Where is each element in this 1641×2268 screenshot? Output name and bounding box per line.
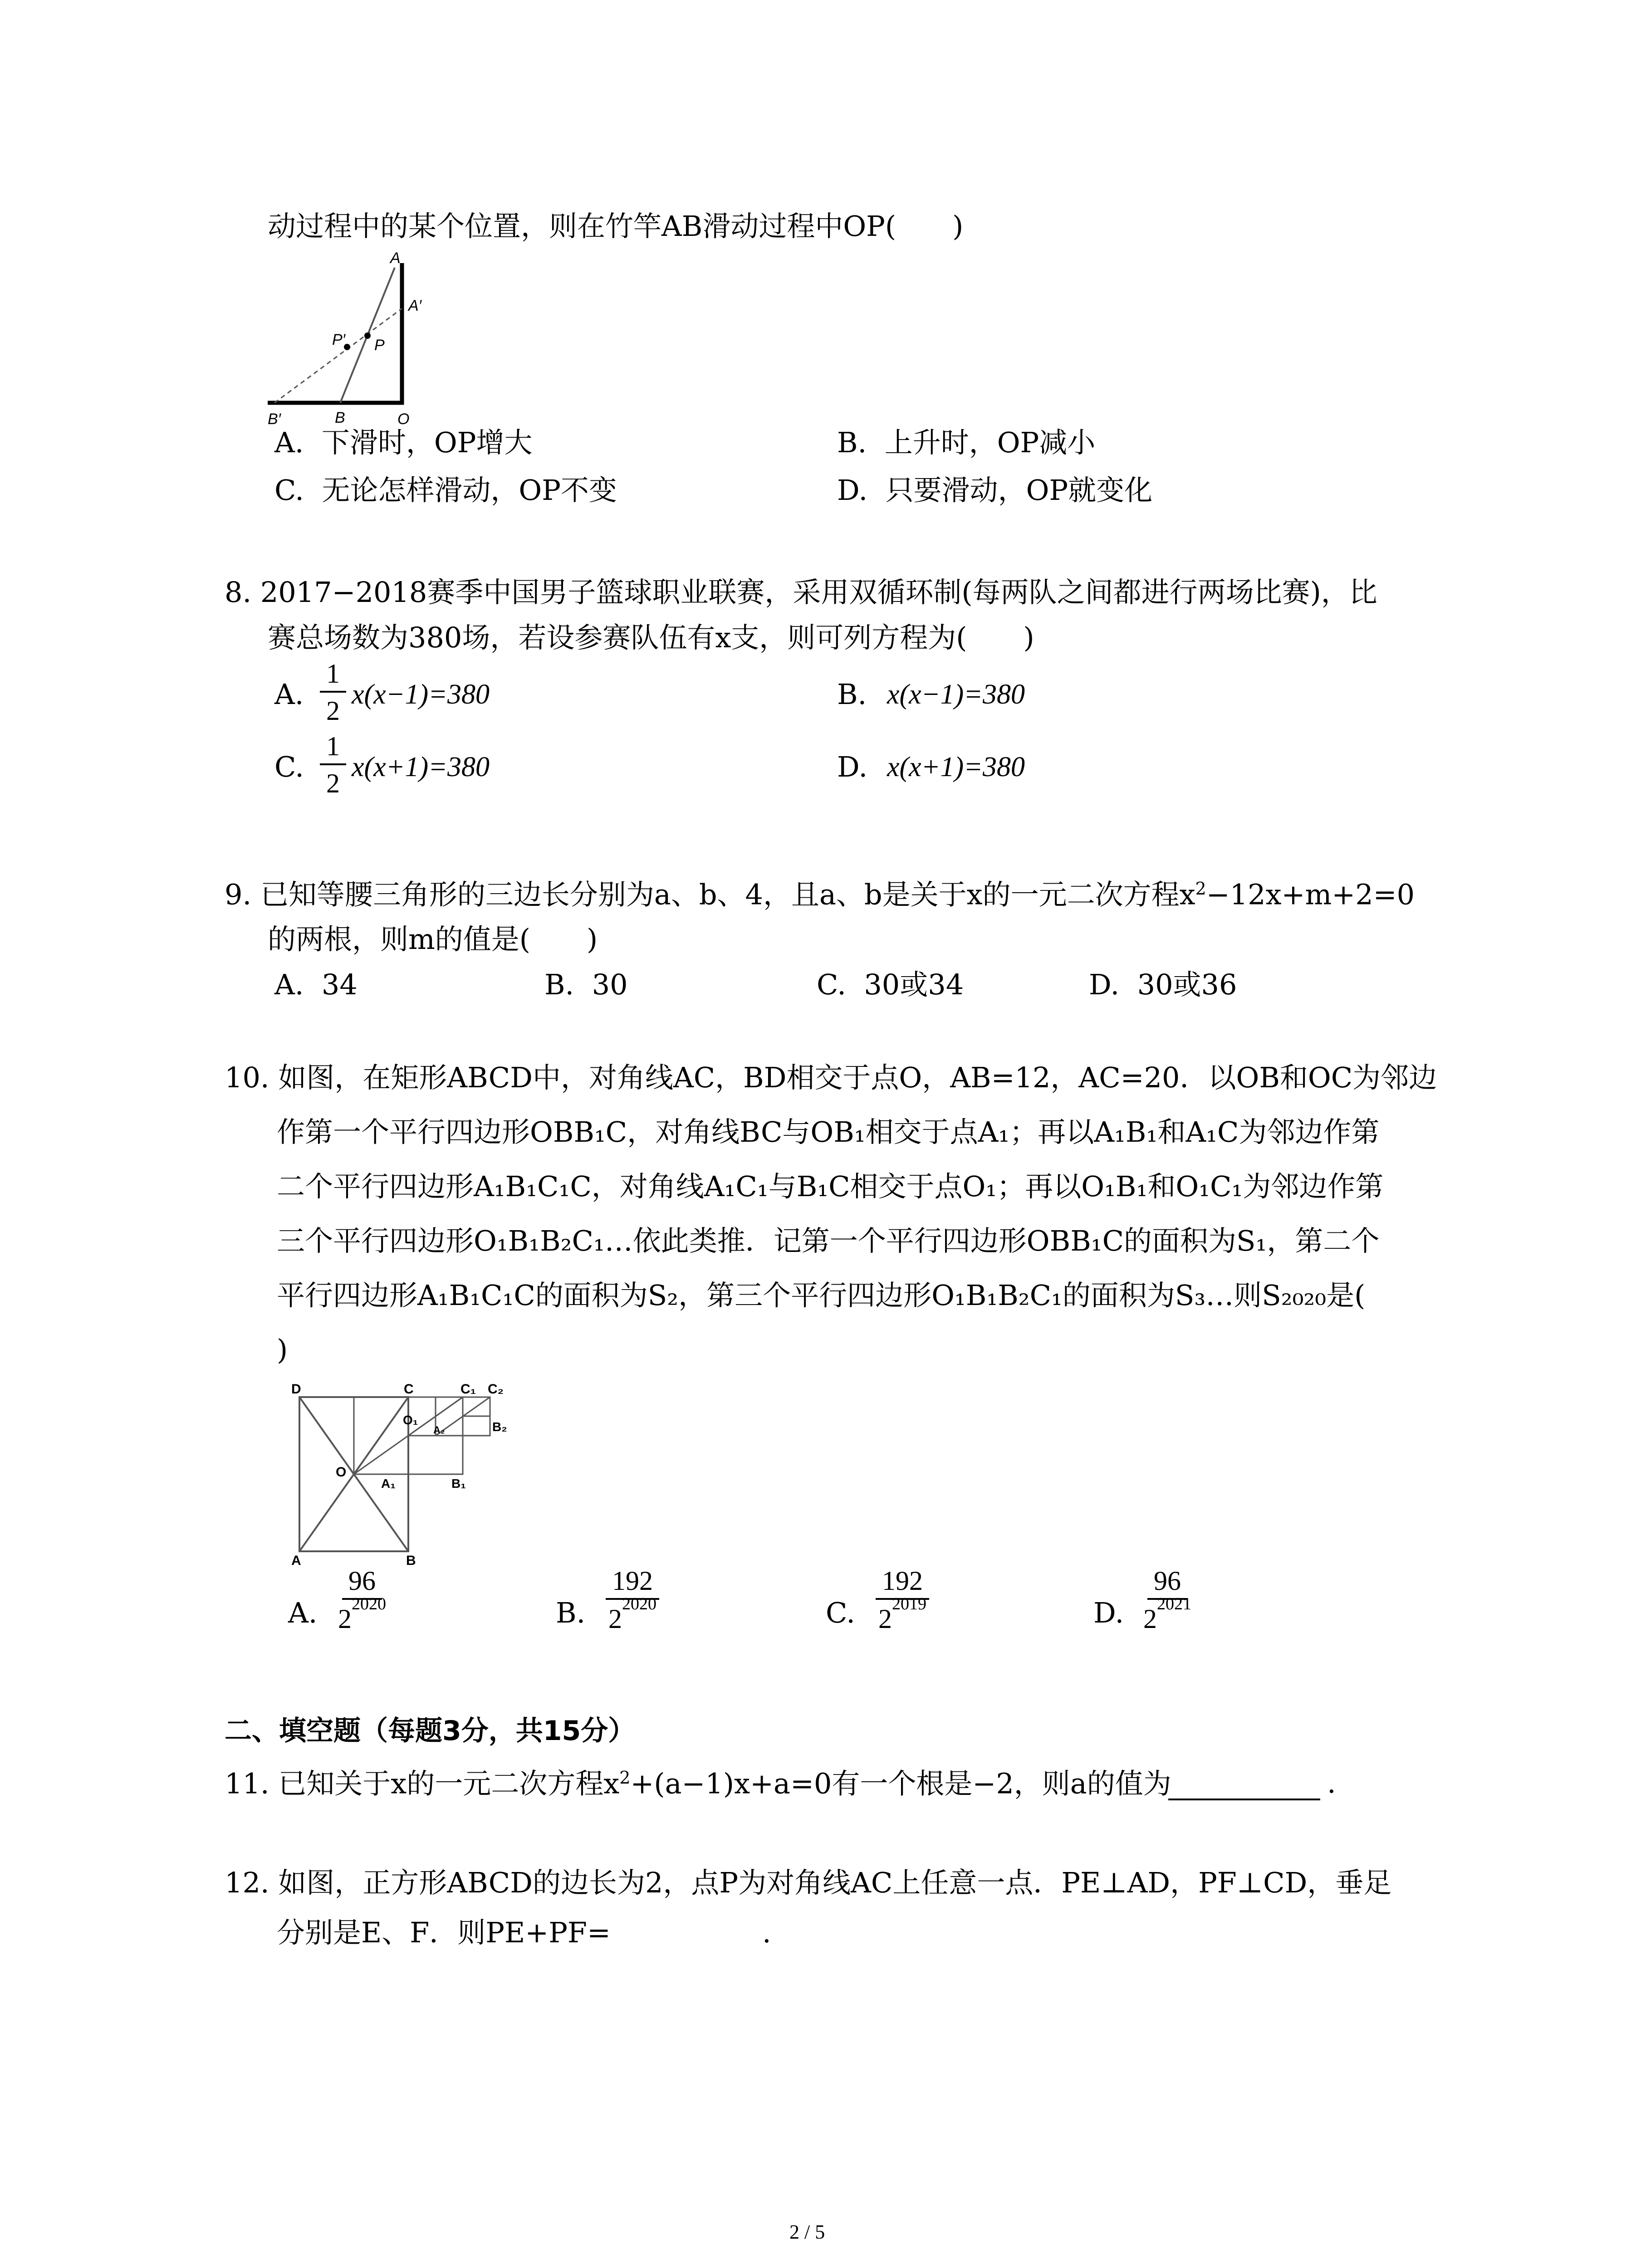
q8-option-c-text: x(x+1)=380 — [352, 752, 490, 782]
q7-option-b: B. 上升时，OP减小 — [837, 426, 1096, 459]
q7-option-c: C. 无论怎样滑动，OP不变 — [274, 474, 617, 507]
q10-line2: 作第一个平行四边形OBB₁C，对角线BC与OB₁相交于点A₁；再以A₁B₁和A₁C为邻边作第 — [277, 1115, 1380, 1149]
q9-option-d: D. 30或36 — [1089, 968, 1237, 1001]
q8-option-c-fraction: $\frac{1}{2}$ — [320, 733, 346, 797]
q8-option-a-letter: A. — [274, 678, 304, 711]
q10-option-a-letter: A. — [288, 1596, 318, 1629]
q7-option-a: A. 下滑时，OP增大 — [274, 426, 533, 459]
fig7-label-a: A — [390, 249, 401, 267]
q10-figure — [281, 1379, 535, 1569]
q7-option-d: D. 只要滑动，OP就变化 — [837, 474, 1153, 507]
fig10-label-a1: A₁ — [381, 1476, 396, 1491]
fig7-label-p-prime: P′ — [332, 331, 346, 348]
fig10-label-a2: A₂ — [433, 1424, 445, 1436]
fig7-label-b-prime: B′ — [268, 411, 281, 426]
fig10-label-c2: C₂ — [488, 1382, 504, 1397]
q8-option-d-text: x(x+1)=380 — [887, 752, 1025, 782]
q11-text: 11. 已知关于x的一元二次方程$x^2+(a-1)x+a=0$有一个根是−2，则a的值为 — [225, 1767, 1171, 1800]
q10-line5: 平行四边形A₁B₁C₁C的面积为S₂，第三个平行四边形O₁B₁B₂C₁的面积为S₃…则S₂₀₂₀是( — [277, 1279, 1366, 1312]
page-number: 2 / 5 — [789, 2221, 825, 2243]
q12-answer-blank[interactable] — [610, 1948, 755, 1950]
section-title: 二、填空题（每题3分，共15分） — [225, 1715, 636, 1747]
q10-option-b-fraction: $\frac{192}{2^{2020}}$ — [606, 1567, 659, 1633]
q10-option-d-fraction: $\frac{96}{2^{2021}}$ — [1143, 1566, 1191, 1634]
q10-line3: 二个平行四边形A₁B₁C₁C，对角线A₁C₁与B₁C相交于点O₁；再以O₁B₁和O₁C₁为邻边作第 — [277, 1170, 1384, 1203]
q7-text: 动过程中的某个位置，则在竹竿AB滑动过程中OP( ) — [268, 210, 964, 243]
fig10-label-o: O — [336, 1465, 347, 1480]
q8-option-a-fraction: $\frac{1}{2}$ — [320, 660, 346, 724]
q10-option-c-letter: C. — [826, 1596, 855, 1629]
q8-option-c-letter: C. — [274, 750, 304, 783]
q12-line2: 分别是E、F．则PE+PF= — [277, 1916, 611, 1949]
q8-option-b-text: x(x−1)=380 — [887, 679, 1025, 710]
q12-end: . — [762, 1916, 771, 1949]
q9-option-b: B. 30 — [544, 968, 628, 1001]
fig10-label-b2: B₂ — [492, 1420, 507, 1434]
fig7-label-p: P — [374, 337, 385, 354]
fig10-label-b1: B₁ — [451, 1476, 466, 1491]
q11-answer-blank[interactable] — [1168, 1799, 1320, 1800]
q9-option-a: A. 34 — [274, 968, 358, 1001]
q9-line1: 9. 已知等腰三角形的三边长分别为a、b、4，且a、b是关于x的一元二次方程$x^2-12x+m+2=0$ — [225, 878, 1415, 911]
q8-option-d-letter: D. — [837, 750, 868, 783]
q9-option-c: C. 30或34 — [817, 968, 964, 1001]
fig10-label-o1: O₁ — [403, 1413, 418, 1427]
q10-line6: ) — [277, 1333, 288, 1366]
q8-option-a-text: x(x−1)=380 — [352, 679, 490, 710]
fig7-label-a-prime: A′ — [408, 297, 422, 314]
q10-option-a-fraction: $\frac{96}{2^{2020}}$ — [338, 1566, 386, 1634]
q10-line1: 10. 如图，在矩形ABCD中，对角线AC，BD相交于点O，AB=12，AC=20．以OB和OC为邻边 — [225, 1061, 1437, 1094]
q10-option-b-letter: B. — [556, 1596, 586, 1629]
q8-option-b-letter: B. — [837, 678, 867, 711]
fig7-label-o: O — [397, 411, 410, 426]
q12-line1: 12. 如图，正方形ABCD的边长为2，点P为对角线AC上任意一点．PE⊥AD，PF⊥CD，垂足 — [225, 1866, 1392, 1899]
q10-line4: 三个平行四边形O₁B₁B₂C₁…依此类推．记第一个平行四边形OBB₁C的面积为S₁，第二个 — [277, 1224, 1380, 1257]
q10-option-d-letter: D. — [1093, 1596, 1124, 1629]
q10-option-c-fraction: $\frac{192}{2^{2019}}$ — [876, 1567, 929, 1633]
q8-line1: 8. 2017−2018赛季中国男子篮球职业联赛，采用双循环制(每两队之间都进行两场比赛)，比 — [225, 576, 1377, 609]
q8-line2: 赛总场数为380场，若设参赛队伍有x支，则可列方程为( ) — [268, 621, 1034, 654]
point-p — [364, 332, 371, 339]
fig10-label-d: D — [291, 1382, 301, 1397]
fig7-label-b: B — [335, 409, 345, 426]
fig10-label-c1: C₁ — [460, 1382, 476, 1397]
q7-figure — [254, 245, 445, 426]
fig10-label-c: C — [404, 1382, 414, 1397]
q9-line2: 的两根，则m的值是( ) — [268, 923, 598, 956]
fig10-label-b: B — [406, 1553, 416, 1568]
pole-ab-prime — [274, 308, 402, 403]
q11-end: . — [1327, 1766, 1336, 1799]
fig10-label-a: A — [291, 1553, 301, 1568]
